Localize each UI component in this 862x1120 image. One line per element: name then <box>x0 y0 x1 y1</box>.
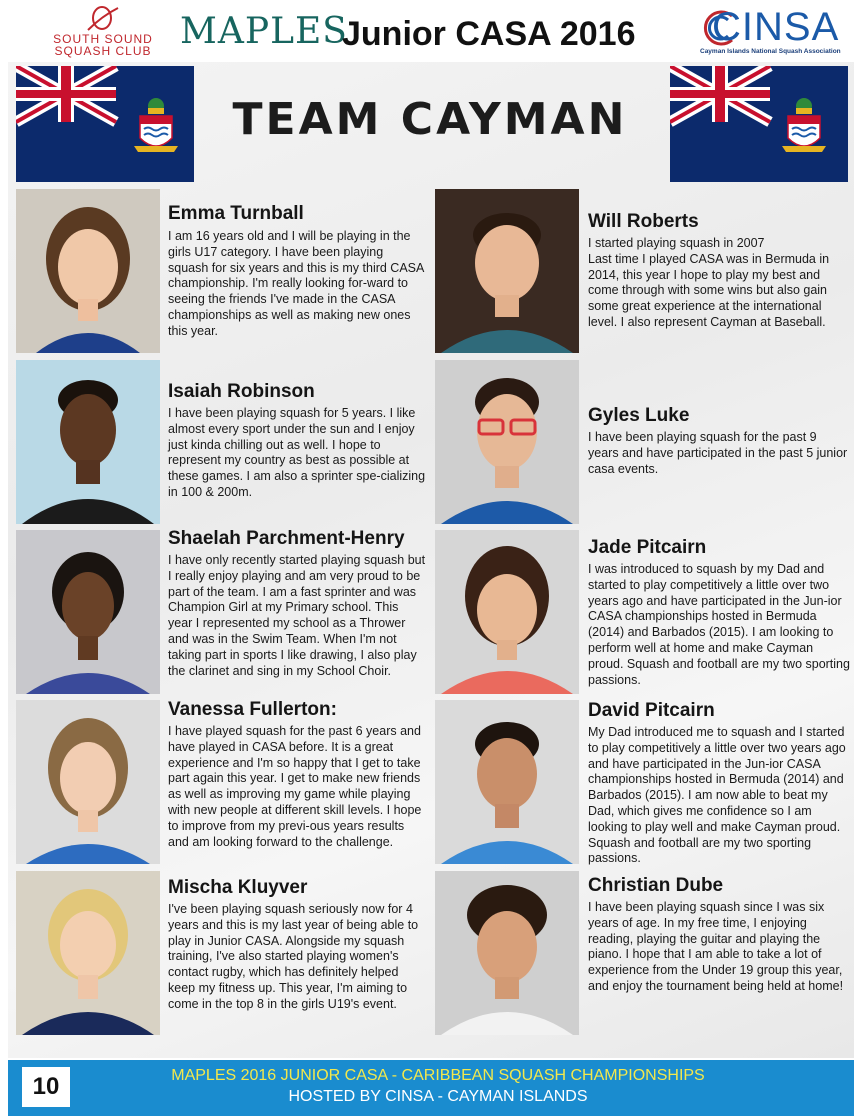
profile-bio: I have been playing squash for 5 years. I like almost every sport under the sun and I enjoy just kinda chilling out as well. I hope to represent my country as best as possible at these games. I am also a sprinter spe-cializing in 100 & 200m. <box>168 406 426 499</box>
cayman-flag-right <box>670 66 848 182</box>
team-title: TEAM CAYMAN <box>232 94 628 145</box>
profile-bio: My Dad introduced me to squash and I started to play competitively a little over two years ago and have participated in the Jun-ior CASA championships hosted in Bermuda (2014) and Barbados (2015). I am now able to beat my Dad, which gives me confidence so I am looking to play well and make Cayman proud. Squash and football are my two sporting passions. <box>588 725 846 866</box>
profile-name: Emma Turnball <box>168 203 304 224</box>
title-event: Junior CASA 2016 <box>342 15 636 53</box>
cinsa-full-name: Cayman Islands National Squash Association <box>700 48 841 55</box>
cayman-flag-left <box>16 66 194 182</box>
page-footer <box>8 1060 854 1116</box>
profile-name: Shaelah Parchment-Henry <box>168 528 405 549</box>
club-name-line1: SOUTH SOUND <box>53 32 153 46</box>
photo-jade-pitcairn <box>435 530 579 694</box>
profile-bio: I've been playing squash seriously now for 4 years and this is my last year of being able to play in Junior CASA. Alongside my squash training, I've also started playing women's contact rugby, which has definitely helped keep my fitness up. This year, I'm aiming to come in the top 8 in the girls U19's event. <box>168 902 419 1011</box>
profile-name: Mischa Kluyver <box>168 877 308 898</box>
profile-name: Gyles Luke <box>588 405 690 426</box>
south-sound-squash-club-logo <box>28 6 168 56</box>
club-name-line2: SQUASH CLUB <box>54 44 152 58</box>
photo-emma-turnball <box>16 189 160 353</box>
profile-name: Vanessa Fullerton: <box>168 699 337 720</box>
photo-will-roberts <box>435 189 579 353</box>
photo-christian-dube <box>435 871 579 1035</box>
profile-name: Will Roberts <box>588 211 699 232</box>
photo-isaiah-robinson <box>16 360 160 524</box>
page-number: 10 <box>22 1067 70 1107</box>
profile-bio: I have played squash for the past 6 years and have played in CASA before. It is a great experience and I'm so happy that I get to take part again this year. I get to make new friends as well as improving my game while playing with new people at different skill levels. I hope to improve from my previ-ous years results and am looking forward to the challenge. <box>168 724 422 849</box>
photo-gyles-luke <box>435 360 579 524</box>
cinsa-wordmark: CINSA <box>712 5 840 49</box>
profile-bio: I have been playing squash since I was six years of age. In my free time, I enjoying reading, playing the guitar and playing the piano. I hope that I am able to take a lot of experience from the Under 19 group this year, and enjoy the tournament being held at home! <box>588 900 844 993</box>
profile-name: Christian Dube <box>588 875 724 896</box>
photo-david-pitcairn <box>435 700 579 864</box>
profile-bio: I have only recently started playing squash but I really enjoy playing and am very proud to be part of the team. I am a fast sprinter and was Champion Girl at my Primary school. This year I represented my school as a Thrower and was in the Swim Team. When I'm not taking part in sports I like drawing, I also play the clarinet and sing in my School Choir. <box>168 553 426 678</box>
footer-event-line: MAPLES 2016 JUNIOR CASA - CARIBBEAN SQUASH CHAMPIONSHIPS <box>171 1067 705 1084</box>
cinsa-logo <box>700 4 850 58</box>
photo-mischa-kluyver <box>16 871 160 1035</box>
profile-bio: I am 16 years old and I will be playing in the girls U17 category. I have been playing squash for six years and this is my third CASA championship. I'm really looking for-ward to seeing the friends I've made in the CASA championships as well as making new ones this year. <box>168 229 424 338</box>
profile-bio: I have been playing squash for the past 9 years and have participated in the past 5 junior casa events. <box>588 430 848 476</box>
photo-shaelah-parchment-henry <box>16 530 160 694</box>
profile-name: Isaiah Robinson <box>168 381 315 402</box>
page-header <box>0 0 862 62</box>
profile-name: David Pitcairn <box>588 700 715 721</box>
footer-host-line: HOSTED BY CINSA - CAYMAN ISLANDS <box>288 1088 588 1105</box>
profile-name: Jade Pitcairn <box>588 537 707 558</box>
profile-bio: I started playing squash in 2007 Last time I played CASA was in Bermuda in 2014, this year I hope to play my best and come through with some wins but also gain some great experience at the international level. I also represent Cayman at Baseball. <box>588 236 830 329</box>
title-brand: MAPLES <box>180 11 348 52</box>
profile-bio: I was introduced to squash by my Dad and started to play competitively a little over two years ago and have participated in the Jun-ior CASA championships hosted in Bermuda (2014) and Barbados (2015). I am looking to perform well at home and make Cayman proud. Squash and football are my two sporting passions. <box>588 562 850 687</box>
photo-vanessa-fullerton <box>16 700 160 864</box>
